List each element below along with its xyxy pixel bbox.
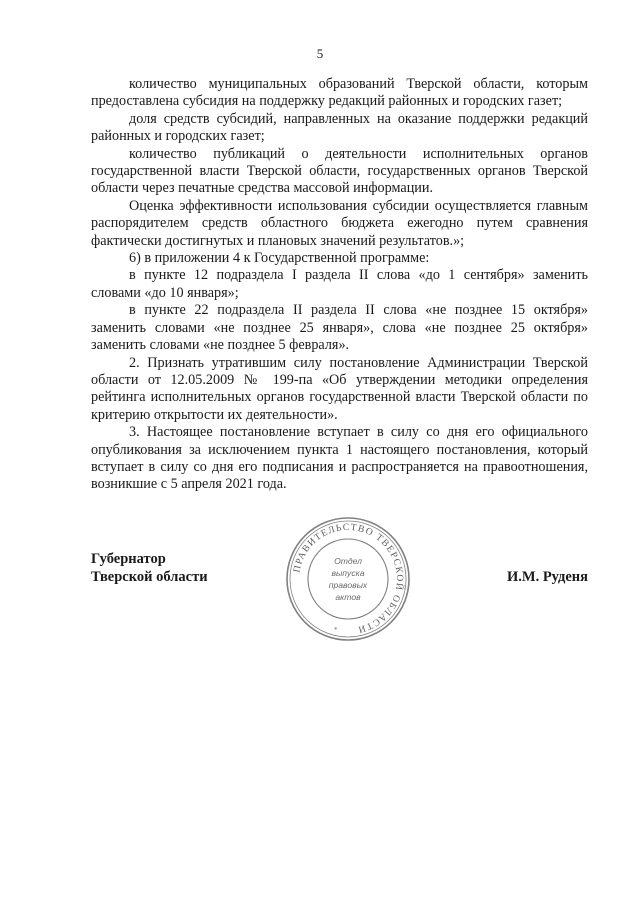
seal-center-line: актов: [335, 592, 361, 602]
document-body: [91, 76, 588, 494]
signatory-position: [91, 550, 208, 586]
paragraph: количество муниципальных образований Тверской области, которым предоставлена субсидия на поддержку редакций районных и городских газет;: [91, 76, 588, 110]
official-seal: [284, 515, 412, 643]
seal-ring-text: ПРАВИТЕЛЬСТВО ТВЕРСКОЙ ОБЛАСТИ: [291, 521, 406, 636]
seal-center-line: Отдел: [334, 556, 362, 566]
page-number: 5: [316, 46, 324, 61]
paragraph: в пункте 12 подраздела I раздела II слова «до 1 сентября» заменить словами «до 10 января»;: [91, 267, 588, 301]
paragraph: доля средств субсидий, направленных на оказание поддержки редакций районных и городских газет;: [91, 110, 588, 145]
paragraph: 3. Настоящее постановление вступает в силу со дня его официального опубликования за исключением пункта 1 настоящего постановления, который вступает в силу со дня его подписания и распространяется на правоотношения, возникшие с 5 апреля 2021 года.: [91, 424, 588, 493]
signatory-title: Губернатор: [91, 551, 166, 567]
signatory-region: Тверской области: [91, 569, 208, 585]
seal-center-line: правовых: [328, 580, 368, 590]
seal-icon: [284, 515, 412, 643]
paragraph: 6) в приложении 4 к Государственной программе:: [129, 250, 430, 267]
paragraph: Оценка эффективности использования субсидии осуществляется главным распорядителем средств областного бюджета ежегодно путем сравнения фактически достигнутых и плановых значений результатов.»;: [91, 197, 588, 249]
seal-center-line: выпуска: [331, 568, 365, 578]
seal-star-icon: *: [334, 626, 338, 634]
paragraph: 2. Признать утратившим силу постановление Администрации Тверской области от 12.05.2009 № 199-па «Об утверждении методики определения рейтинга исполнительных органов государственной власти Тверской области по критерию открытости их деятельности».: [91, 354, 588, 423]
paragraph: количество публикаций о деятельности исполнительных органов государственной власти Тверской области, государственных органов Тверской области через печатные средства массовой информации.: [91, 145, 588, 197]
paragraph: в пункте 22 подраздела II раздела II слова «не позднее 15 октября» заменить словами «не позднее 25 января», слова «не позднее 25 октября» заменить словами «не позднее 5 февраля».: [91, 302, 588, 354]
signatory-name: И.М. Руденя: [506, 569, 588, 585]
